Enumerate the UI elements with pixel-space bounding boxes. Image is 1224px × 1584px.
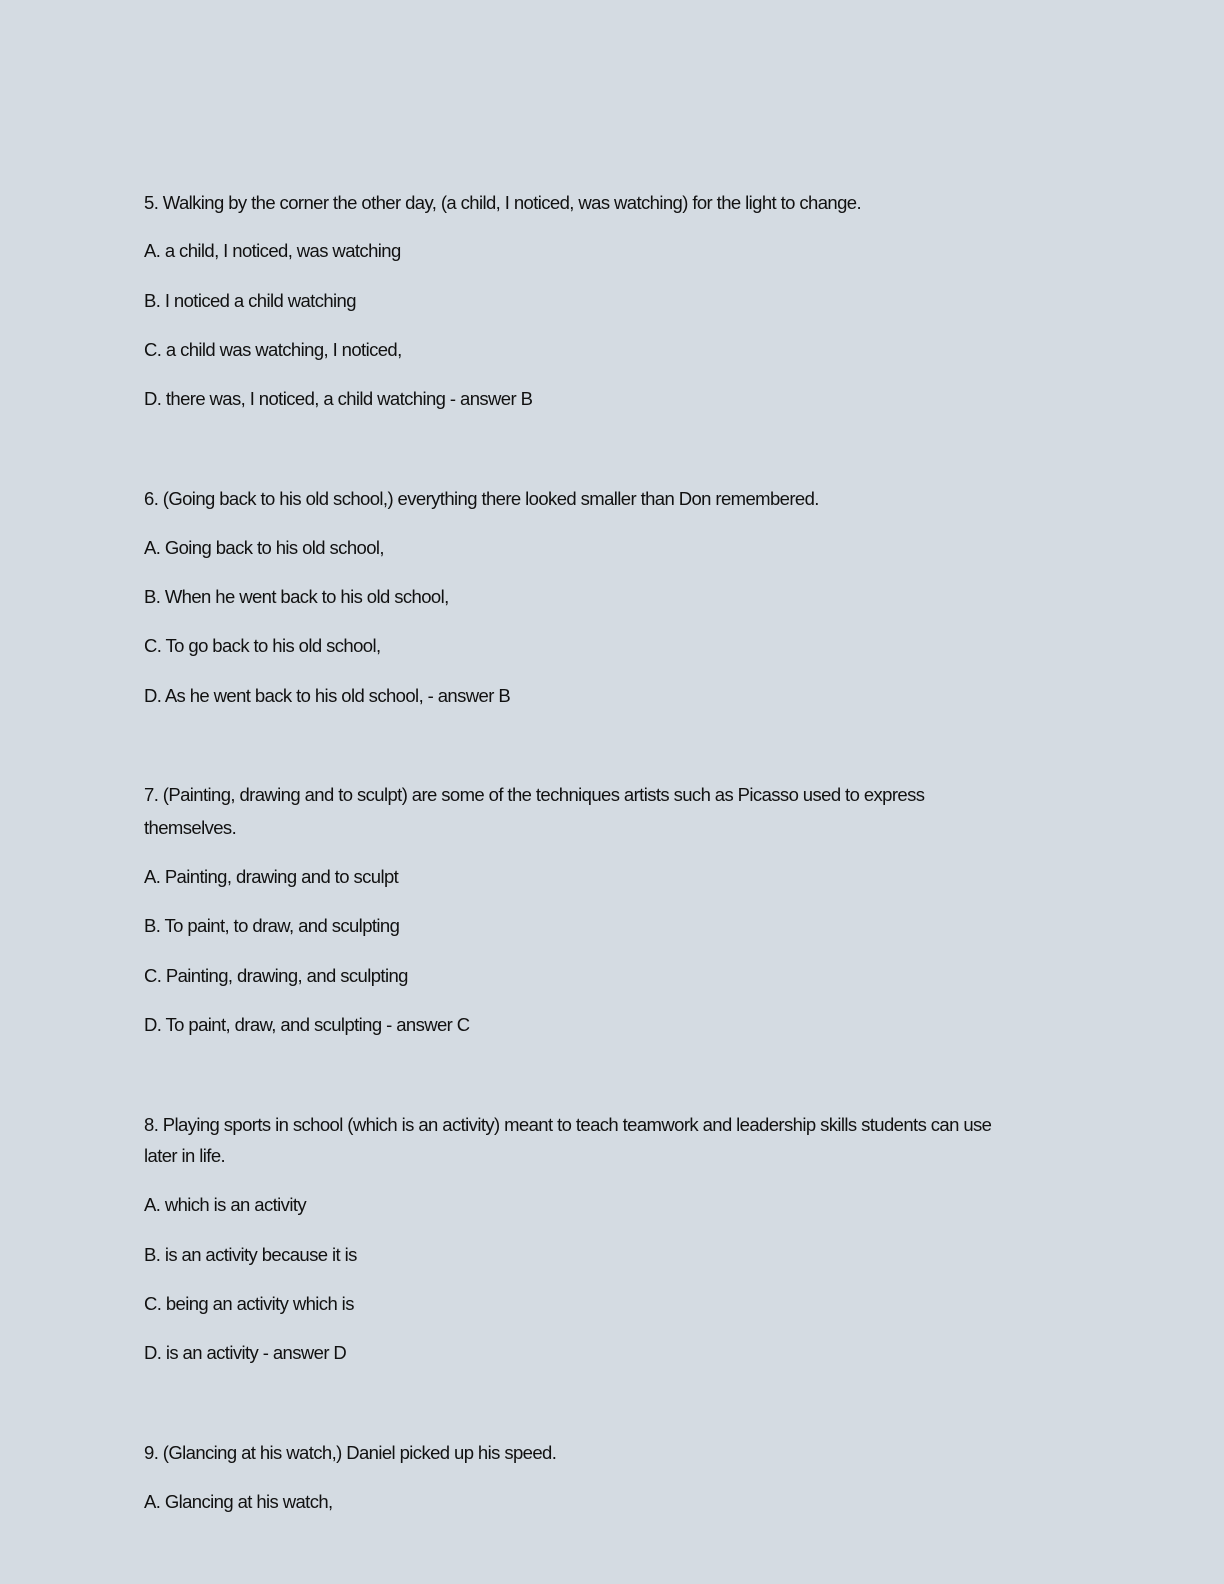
answer-option: A. which is an activity [144, 1194, 307, 1215]
answer-option: C. a child was watching, I noticed, [144, 339, 402, 360]
answer-option: A. Going back to his old school, [144, 537, 384, 558]
answer-option: C. Painting, drawing, and sculpting [144, 965, 408, 986]
question-stem: 9. (Glancing at his watch,) Daniel picked up his speed. [144, 1442, 557, 1463]
answer-option: D. is an activity - answer D [144, 1342, 347, 1363]
answer-option: A. Glancing at his watch, [144, 1491, 333, 1512]
answer-option: B. is an activity because it is [144, 1244, 357, 1265]
question-stem: 8. Playing sports in school (which is an activity) meant to teach teamwork and leadership skills students can use [144, 1114, 992, 1135]
answer-option: B. To paint, to draw, and sculpting [144, 915, 400, 936]
question-stem: 7. (Painting, drawing and to sculpt) are some of the techniques artists such as Picasso used to express [144, 784, 925, 805]
question-stem-continued: later in life. [144, 1145, 226, 1166]
answer-option: D. To paint, draw, and sculpting - answer C [144, 1014, 470, 1035]
answer-option: D. there was, I noticed, a child watching - answer B [144, 388, 533, 409]
answer-option: A. a child, I noticed, was watching [144, 240, 401, 261]
question-stem: 6. (Going back to his old school,) everything there looked smaller than Don remembered. [144, 488, 819, 509]
answer-option: D. As he went back to his old school, - answer B [144, 685, 511, 706]
answer-option: B. I noticed a child watching [144, 290, 356, 311]
answer-option: B. When he went back to his old school, [144, 586, 449, 607]
answer-option: A. Painting, drawing and to sculpt [144, 866, 399, 887]
question-stem-continued: themselves. [144, 817, 237, 838]
question-stem: 5. Walking by the corner the other day, (a child, I noticed, was watching) for the light to change. [144, 192, 861, 213]
answer-option: C. To go back to his old school, [144, 635, 381, 656]
answer-option: C. being an activity which is [144, 1293, 354, 1314]
